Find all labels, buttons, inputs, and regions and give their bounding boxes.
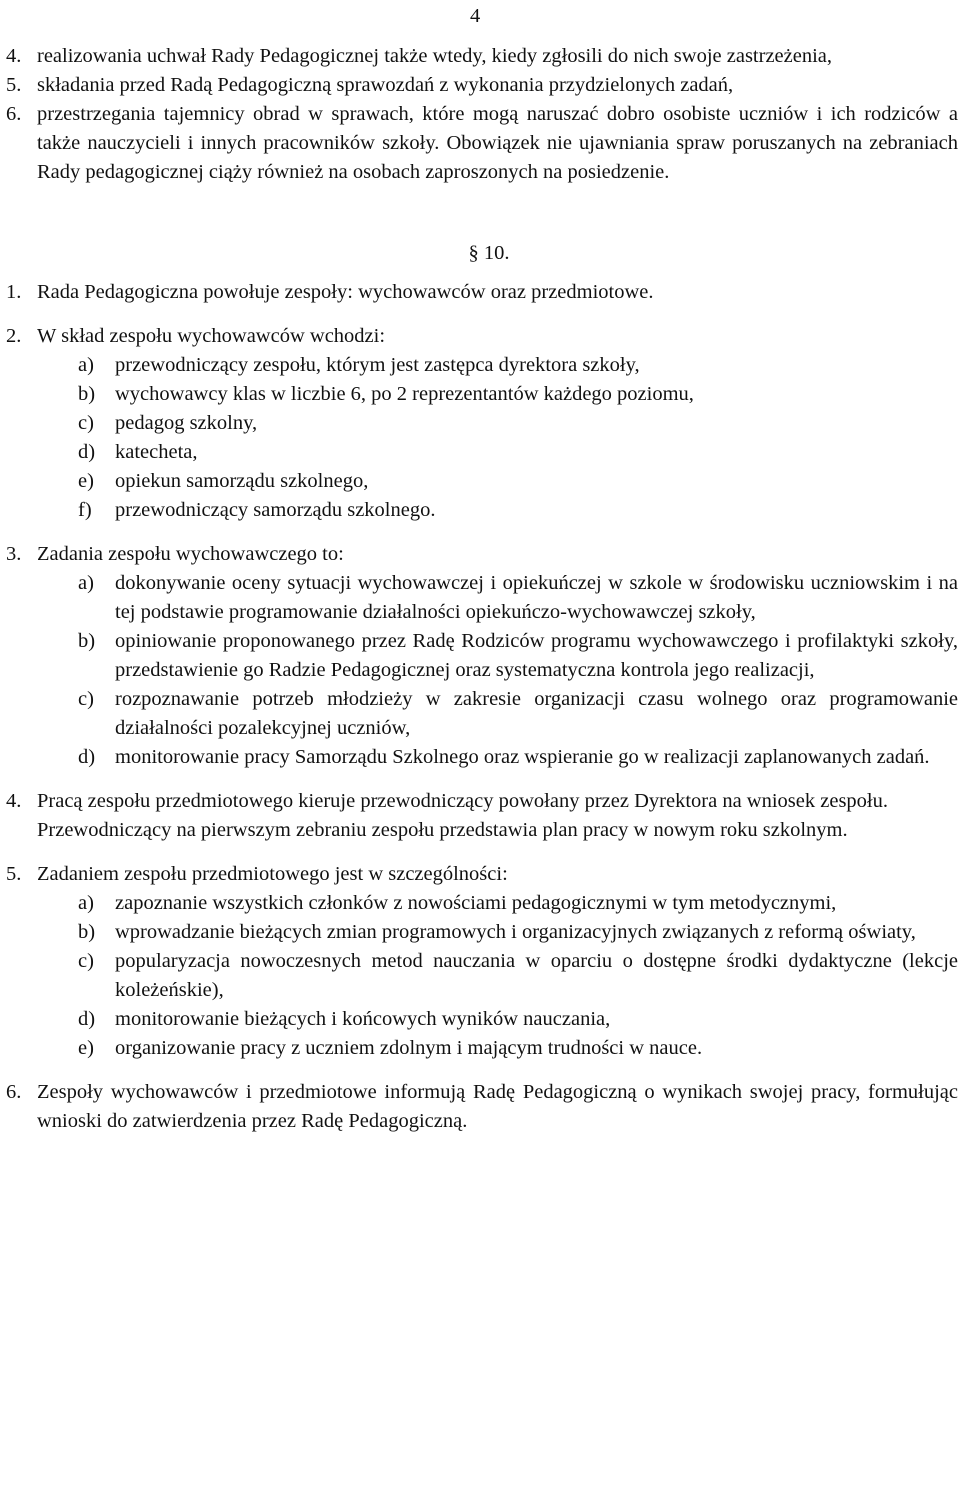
sub-item-text: przewodniczący samorządu szkolnego. [115,499,436,521]
sub-item-text: popularyzacja nowoczesnych metod nauczania w oparciu o dostępne środki dydaktyczne (lekcje koleżeńskie), [115,950,958,1001]
item-number: 5. [6,74,22,96]
item-text: Zespoły wychowawców i przedmiotowe informują Radę Pedagogiczną o wynikach swojej pracy, formułując wnioski do zatwierdzenia przez Radę Pedagogiczną. [37,1081,958,1132]
item-text: Pracą zespołu przedmiotowego kieruje przewodniczący powołany przez Dyrektora na wniosek zespołu. [37,790,888,812]
list-block [0,540,958,772]
sub-item-text: monitorowanie bieżących i końcowych wyników nauczania, [115,1008,611,1030]
sub-item [0,918,958,947]
sub-item [0,351,958,380]
sub-item-text: organizowanie pracy z uczniem zdolnym i mającym trudności w nauce. [115,1037,703,1059]
item-text: W skład zespołu wychowawców wchodzi: [37,325,386,347]
sub-item [0,409,958,438]
sub-item [0,1005,958,1034]
sub-item [0,685,958,743]
sub-item-letter: e) [78,470,94,492]
item-text: realizowania uchwał Rady Pedagogicznej także wtedy, kiedy zgłosili do nich swoje zastrzeżenia, [37,45,833,67]
sub-item-text: katecheta, [115,441,198,463]
sub-item-letter: b) [78,630,96,652]
list-block [0,322,958,525]
sub-item [0,947,958,1005]
sub-item-letter: f) [78,499,92,521]
sub-item-letter: d) [78,441,96,463]
item-text: Zadaniem zespołu przedmiotowego jest w szczególności: [37,863,508,885]
sub-item [0,467,958,496]
list-block [0,860,958,1063]
list-item [0,71,958,100]
sub-item-letter: c) [78,688,94,710]
item-number: 6. [6,1081,22,1103]
sub-item-letter: a) [78,572,94,594]
sub-item-letter: e) [78,1037,94,1059]
list-item [0,787,958,845]
sub-item-letter: a) [78,892,94,914]
item-text-continued: Przewodniczący na pierwszym zebraniu zespołu przedstawia plan pracy w nowym roku szkolnym. [37,819,848,841]
sub-item-letter: a) [78,354,94,376]
list-item [0,42,958,71]
page-number: 4 [470,5,481,27]
item-number: 1. [6,281,22,303]
item-text: składania przed Radą Pedagogiczną sprawozdań z wykonania przydzielonych zadań, [37,74,734,96]
item-number: 4. [6,45,22,67]
sub-item-letter: d) [78,1008,96,1030]
item-number: 3. [6,543,22,565]
list-item [0,860,958,889]
list-item [0,278,958,307]
sub-item [0,380,958,409]
sub-item [0,438,958,467]
item-number: 5. [6,863,22,885]
section-heading: § 10. [468,242,510,264]
item-text: Zadania zespołu wychowawczego to: [37,543,344,565]
sub-item-letter: c) [78,950,94,972]
sub-item [0,569,958,627]
item-number: 4. [6,790,22,812]
list-item [0,322,958,351]
sub-item [0,889,958,918]
sub-item-text: przewodniczący zespołu, którym jest zastępca dyrektora szkoły, [115,354,640,376]
list-item [0,100,958,187]
list-block [0,787,958,845]
sub-item [0,496,958,525]
sub-item-letter: b) [78,921,96,943]
sub-item-text: zapoznanie wszystkich członków z nowościami pedagogicznymi w tym metodycznymi, [115,892,837,914]
list-block [0,1078,958,1136]
sub-item-text: dokonywanie oceny sytuacji wychowawczej i opiekuńczej w szkole w środowisku uczniowskim i na tej podstawie programowanie działalności opiekuńczo-wychowawczej szkoły, [115,572,958,623]
sub-item-text: opiekun samorządu szkolnego, [115,470,369,492]
sub-item-letter: d) [78,746,96,768]
sub-item-text: rozpoznawanie potrzeb młodzieży w zakresie organizacji czasu wolnego oraz programowanie działalności pozalekcyjnej uczniów, [115,688,958,739]
sub-item [0,743,958,772]
sub-item-text: wprowadzanie bieżących zmian programowych i organizacyjnych związanych z reformą oświaty, [115,921,916,943]
sub-item-text: pedagog szkolny, [115,412,258,434]
list-item [0,540,958,569]
item-text: Rada Pedagogiczna powołuje zespoły: wychowawców oraz przedmiotowe. [37,281,654,303]
item-number: 6. [6,103,22,125]
document-body [0,42,958,1136]
sub-item-text: wychowawcy klas w liczbie 6, po 2 reprezentantów każdego poziomu, [115,383,694,405]
sub-item [0,627,958,685]
sub-item-letter: c) [78,412,94,434]
list-item [0,1078,958,1136]
sub-item-text: monitorowanie pracy Samorządu Szkolnego oraz wspieranie go w realizacji zaplanowanych zadań. [115,746,930,768]
item-text: przestrzegania tajemnicy obrad w sprawach, które mogą naruszać dobro osobiste uczniów i ich rodziców a także nauczycieli i innych pracowników szkoły. Obowiązek nie ujawniania spraw poruszanych na zebraniach Rady pedagogicznej ciąży również na osobach zaproszonych na posiedzenie. [37,103,958,183]
sub-item [0,1034,958,1063]
item-number: 2. [6,325,22,347]
sub-item-letter: b) [78,383,96,405]
sub-item-text: opiniowanie proponowanego przez Radę Rodziców programu wychowawczego i profilaktyki szkoły, przedstawienie go Radzie Pedagogicznej oraz systematyczna kontrola jego realizacji, [115,630,958,681]
